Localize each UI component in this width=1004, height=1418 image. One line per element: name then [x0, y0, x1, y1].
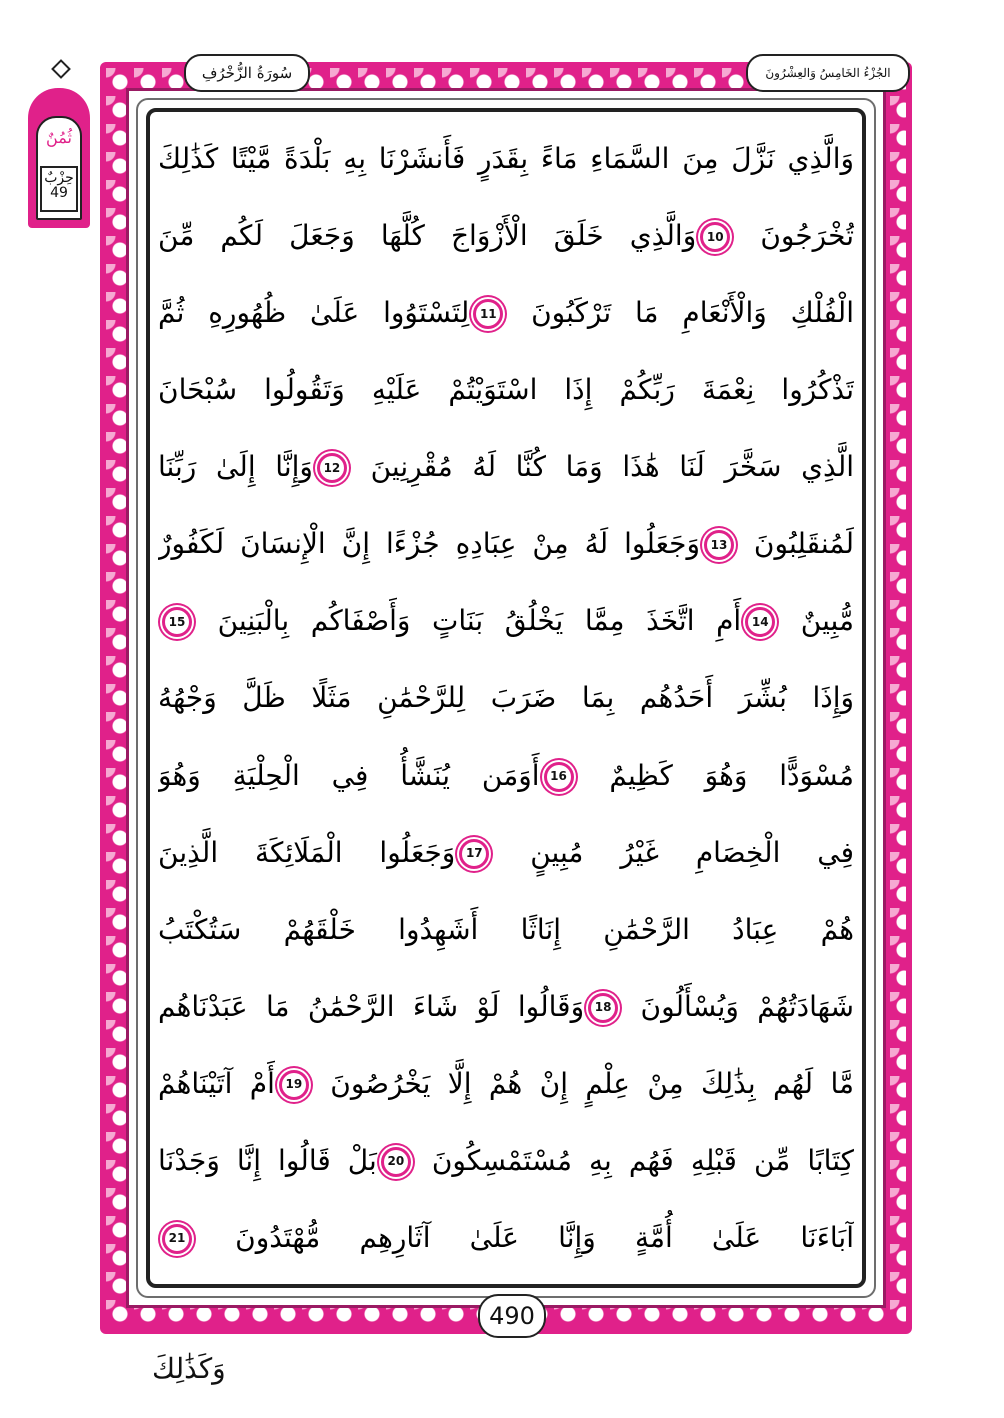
verse-text: لَمُنقَلِبُونَ — [737, 527, 854, 561]
ayah-number-marker: 17 — [459, 839, 489, 869]
hizb-label: حِزْبٌ — [44, 170, 74, 186]
verse-text: مَّا لَهُم بِذَٰلِكَ مِنْ عِلْمٍ إِنْ هُمْ إِلَّا يَخْرُصُونَ — [312, 1066, 854, 1100]
page-number-text: 490 — [489, 1302, 535, 1330]
verse-line — [158, 1122, 854, 1199]
verse-text: الْفُلْكِ وَالْأَنْعَامِ مَا تَرْكَبُونَ — [507, 296, 854, 330]
ayah-number-marker: 18 — [588, 993, 618, 1023]
verse-line — [158, 120, 854, 197]
ayah-number-marker: 13 — [704, 530, 734, 560]
verse-text: تَذْكُرُوا نِعْمَةَ رَبِّكُمْ إِذَا اسْتَوَيْتُمْ عَلَيْهِ وَتَقُولُوا سُبْحَانَ — [158, 373, 854, 407]
verse-text: كِتَابًا مِّن قَبْلِهِ فَهُم بِهِ مُسْتَمْسِكُونَ — [414, 1143, 854, 1177]
verse-line — [158, 737, 854, 814]
hizb-number: 49 — [50, 185, 68, 201]
verse-text: بَلْ قَالُوا إِنَّا وَجَدْنَا — [158, 1143, 377, 1177]
verse-text: وَالَّذِي نَزَّلَ مِنَ السَّمَاءِ مَاءً بِقَدَرٍ فَأَنشَرْنَا بِهِ بَلْدَةً مَّيْتًا كَذَٰلِكَ — [158, 142, 854, 175]
surah-name-header — [184, 54, 310, 92]
ayah-number-marker: 11 — [473, 299, 503, 329]
verse-text: أَمِ اتَّخَذَ مِمَّا يَخْلُقُ بَنَاتٍ وَأَصْفَاكُم بِالْبَنِينَ — [196, 604, 742, 638]
verse-text: الَّذِي سَخَّرَ لَنَا هَٰذَا وَمَا كُنَّا لَهُ مُقْرِنِينَ — [350, 450, 854, 484]
verse-line — [158, 197, 854, 274]
verse-line — [158, 351, 854, 428]
verse-text: فِي الْخِصَامِ غَيْرُ مُبِينٍ — [493, 835, 854, 869]
catchword: وَكَذَٰلِكَ — [152, 1352, 226, 1385]
diamond-ornament-icon — [51, 59, 71, 79]
verse-text: مُسْوَدًّا وَهُوَ كَظِيمٌ — [577, 758, 854, 792]
verse-line — [158, 968, 854, 1045]
verse-text: وَإِذَا بُشِّرَ أَحَدُهُم بِمَا ضَرَبَ لِلرَّحْمَٰنِ مَثَلًا ظَلَّ وَجْهُهُ — [158, 681, 854, 715]
verse-line — [158, 814, 854, 891]
verse-line — [158, 1045, 854, 1122]
juz-name-text: الجُزْءُ الخَامِسُ وَالعِشْرُونَ — [765, 66, 891, 80]
ayah-number-marker: 12 — [317, 453, 347, 483]
verse-text: وَالَّذِي خَلَقَ الْأَزْوَاجَ كُلَّهَا وَجَعَلَ لَكُم مِّنَ — [158, 219, 697, 253]
ayah-number-marker: 21 — [162, 1224, 192, 1254]
juz-name-header — [746, 54, 910, 92]
ayah-number-marker: 16 — [544, 762, 574, 792]
hizb-fraction: ثُمُنٌ — [46, 128, 72, 147]
ayah-number-marker: 19 — [279, 1070, 309, 1100]
verse-line — [158, 582, 854, 659]
verse-text: مُّبِينٌ — [779, 604, 854, 638]
page-number — [478, 1294, 546, 1338]
verse-text: وَإِنَّا إِلَىٰ رَبِّنَا — [158, 450, 313, 484]
ayah-number-marker: 14 — [745, 607, 775, 637]
verse-text: وَجَعَلُوا لَهُ مِنْ عِبَادِهِ جُزْءًا إِنَّ الْإِنسَانَ لَكَفُورٌ — [158, 527, 700, 561]
verse-text: هُمْ عِبَادُ الرَّحْمَٰنِ إِنَاثًا أَشَهِدُوا خَلْقَهُمْ سَتُكْتَبُ — [158, 912, 854, 946]
verse-line — [158, 1199, 854, 1276]
verse-line — [158, 659, 854, 736]
verse-line — [158, 891, 854, 968]
verse-text: لِتَسْتَوُوا عَلَىٰ ظُهُورِهِ ثُمَّ — [158, 296, 470, 330]
verse-text: شَهَادَتُهُمْ وَيُسْأَلُونَ — [622, 989, 854, 1023]
ayah-number-marker: 10 — [700, 222, 730, 252]
verse-text: أَمْ آتَيْنَاهُمْ — [158, 1066, 275, 1100]
ayah-number-marker: 15 — [162, 607, 192, 637]
verse-text: تُخْرَجُونَ — [734, 219, 854, 253]
surah-name-text: سُورَةُ الزُّخْرُفِ — [201, 64, 293, 82]
verse-text: آبَاءَنَا عَلَىٰ أُمَّةٍ وَإِنَّا عَلَىٰ آثَارِهِم مُّهْتَدُونَ — [196, 1220, 854, 1254]
verse-lines — [158, 120, 854, 1276]
hizb-box — [40, 166, 78, 212]
verse-text: وَقَالُوا لَوْ شَاءَ الرَّحْمَٰنُ مَا عَبَدْنَاهُم — [158, 989, 585, 1023]
verse-text: أَوَمَن يُنَشَّأُ فِي الْحِلْيَةِ وَهُوَ — [158, 758, 540, 792]
verse-text: وَجَعَلُوا الْمَلَائِكَةَ الَّذِينَ — [158, 835, 456, 869]
ayah-number-marker: 20 — [381, 1147, 411, 1177]
verse-line — [158, 274, 854, 351]
verse-line — [158, 428, 854, 505]
verse-line — [158, 505, 854, 582]
